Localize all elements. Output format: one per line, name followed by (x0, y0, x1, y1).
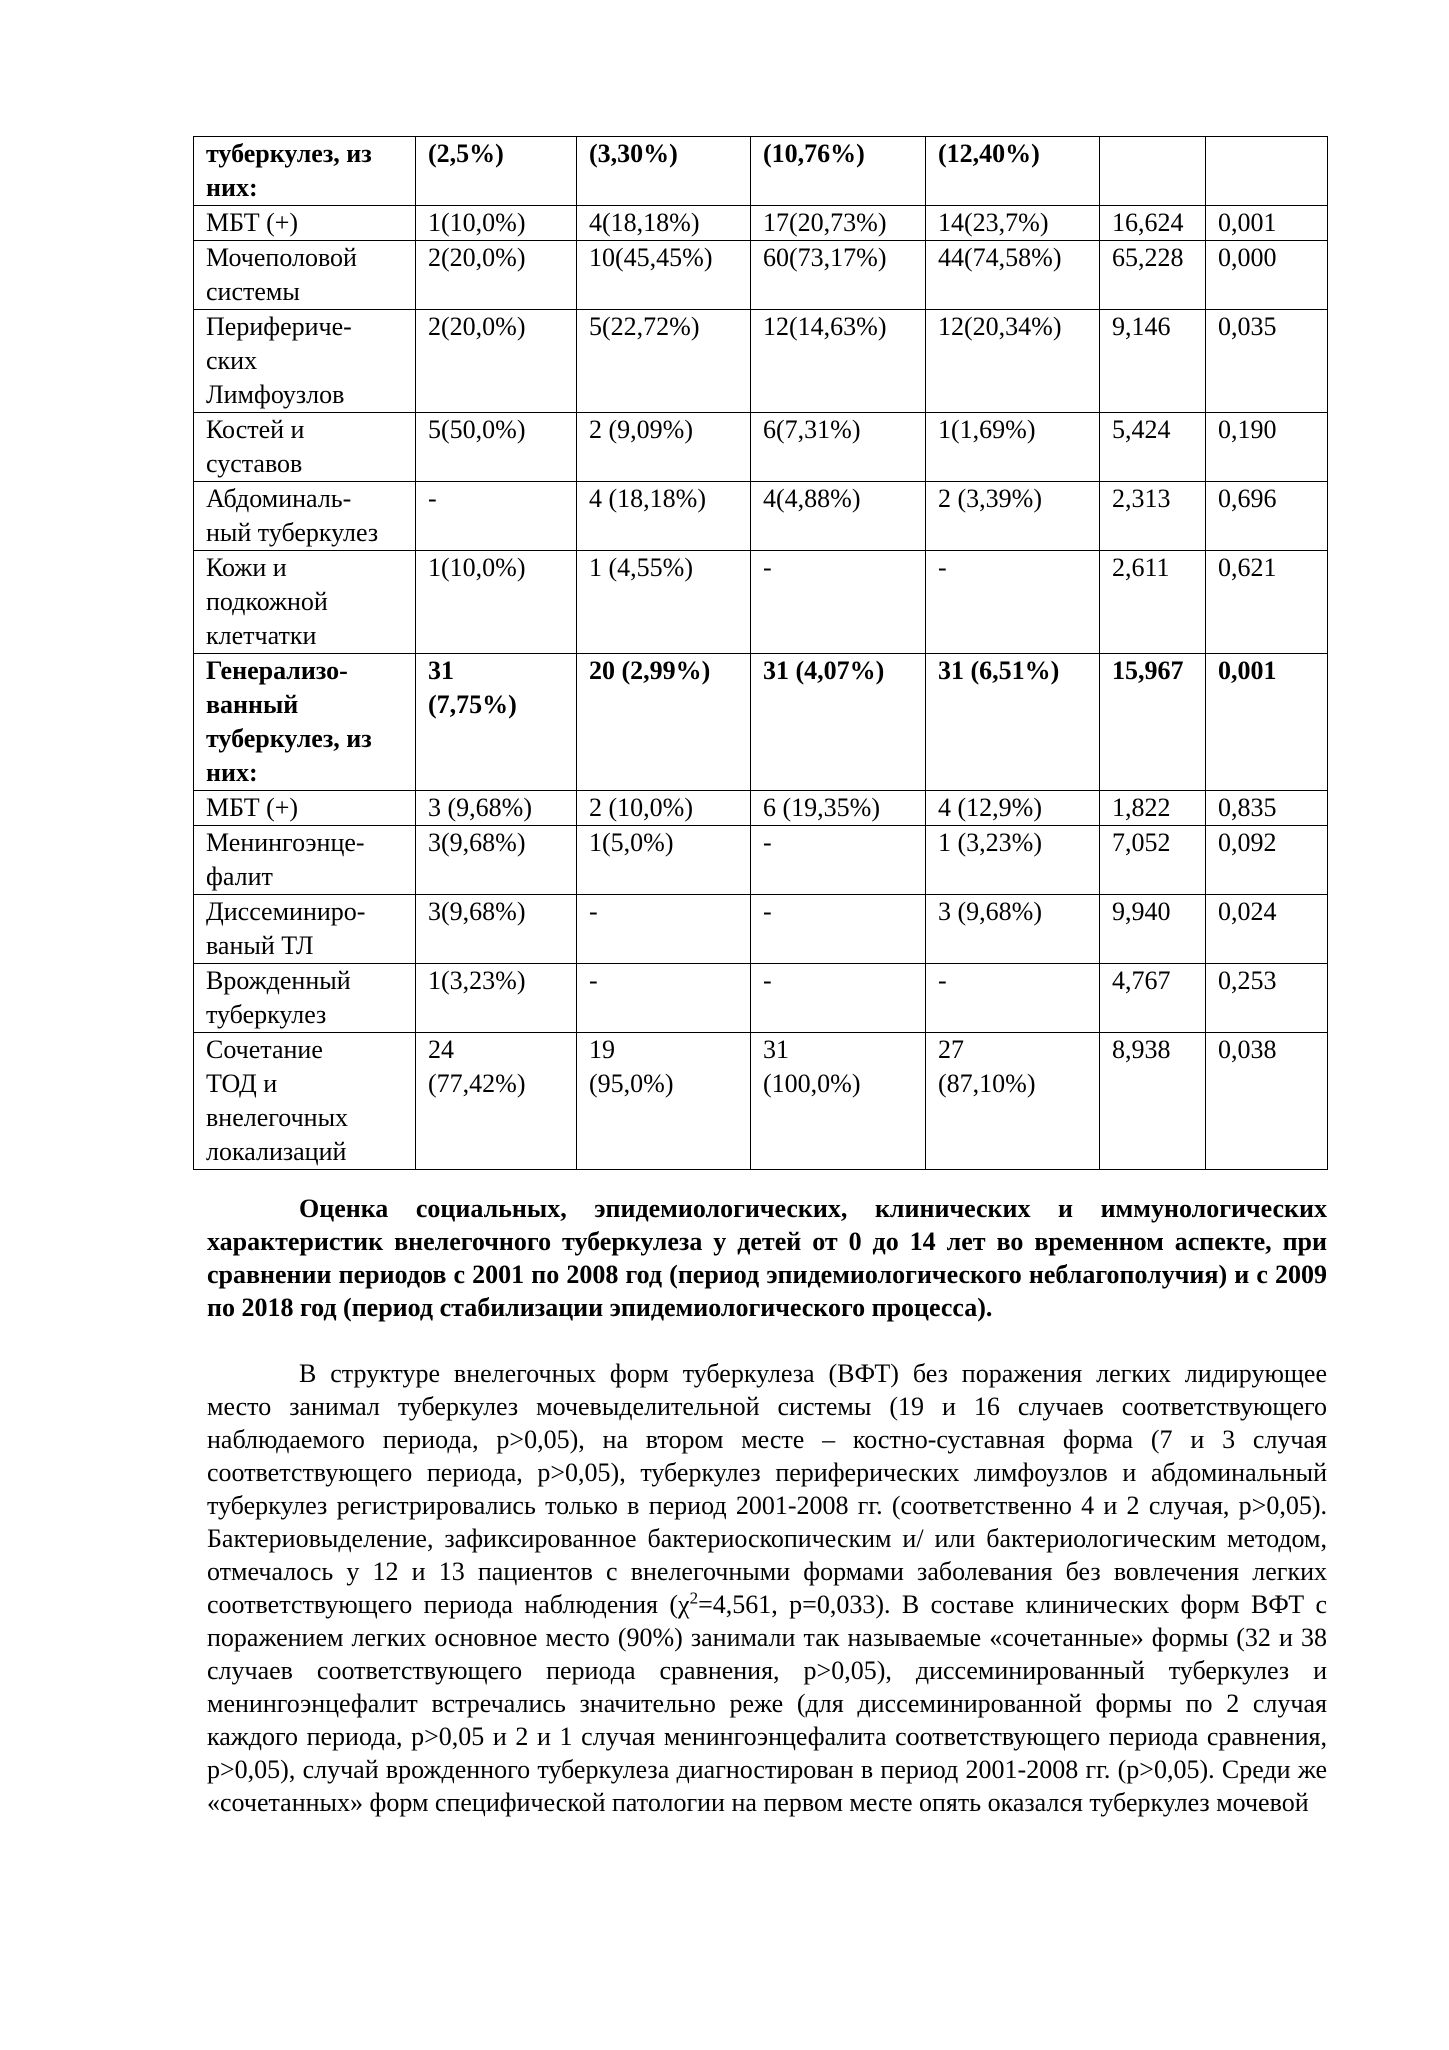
cell-value: 65,228 (1112, 243, 1184, 272)
body-paragraph (207, 1357, 1327, 1819)
cell-value: - (763, 897, 772, 926)
value-cell (926, 1033, 1100, 1170)
value-cell (577, 895, 751, 964)
cell-value: 1(3,23%) (428, 966, 526, 995)
value-cell (1100, 826, 1206, 895)
value-cell (1206, 137, 1328, 206)
cell-value: 2 (9,09%) (589, 415, 693, 444)
cell-value: - (428, 484, 437, 513)
value-cell (926, 310, 1100, 413)
value-cell (926, 206, 1100, 241)
cell-value: - (938, 553, 947, 582)
cell-value: - (938, 966, 947, 995)
value-cell (926, 482, 1100, 551)
value-cell (751, 654, 926, 791)
value-cell (577, 413, 751, 482)
value-cell (577, 241, 751, 310)
value-cell (926, 826, 1100, 895)
row-label: Кожи и подкожной клетчатки (206, 553, 328, 650)
value-cell (751, 310, 926, 413)
cell-value: 1(5,0%) (589, 828, 674, 857)
cell-value: 15,967 (1112, 656, 1184, 685)
value-cell (577, 551, 751, 654)
value-cell (926, 654, 1100, 791)
table-row (194, 964, 1328, 1033)
value-cell (416, 964, 577, 1033)
table-row (194, 482, 1328, 551)
row-label: Врожденный туберкулез (206, 966, 351, 1029)
value-cell (926, 964, 1100, 1033)
row-label: Генерализо- ванный туберкулез, из них: (206, 656, 372, 787)
row-label-cell (194, 826, 416, 895)
value-cell (926, 241, 1100, 310)
cell-value: 7,052 (1112, 828, 1171, 857)
row-label-cell (194, 241, 416, 310)
value-cell (1206, 413, 1328, 482)
table-row (194, 413, 1328, 482)
value-cell (751, 791, 926, 826)
cell-value: 10(45,45%) (589, 243, 713, 272)
value-cell (577, 482, 751, 551)
cell-value: 3(9,68%) (428, 828, 526, 857)
value-cell (751, 241, 926, 310)
cell-value: 3(9,68%) (428, 897, 526, 926)
cell-value: 12(20,34%) (938, 312, 1062, 341)
cell-value: 8,938 (1112, 1035, 1171, 1064)
table-row (194, 206, 1328, 241)
value-cell (577, 206, 751, 241)
cell-value: (2,5%) (428, 139, 504, 168)
value-cell (1100, 310, 1206, 413)
value-cell (751, 1033, 926, 1170)
row-label-cell (194, 206, 416, 241)
value-cell (1100, 551, 1206, 654)
cell-value: 4 (12,9%) (938, 793, 1042, 822)
table-row (194, 654, 1328, 791)
cell-value: 60(73,17%) (763, 243, 887, 272)
section-heading (207, 1192, 1327, 1324)
cell-value: 4(4,88%) (763, 484, 861, 513)
cell-value: 0,038 (1218, 1035, 1277, 1064)
cell-value: 0,190 (1218, 415, 1277, 444)
cell-value: 3 (9,68%) (938, 897, 1042, 926)
cell-value: - (763, 828, 772, 857)
cell-value: 0,696 (1218, 484, 1277, 513)
cell-value: (3,30%) (589, 139, 678, 168)
value-cell (1206, 791, 1328, 826)
row-label: МБТ (+) (206, 208, 299, 237)
cell-value: 27 (87,10%) (938, 1035, 1036, 1098)
cell-value: 0,035 (1218, 312, 1277, 341)
cell-value: 1 (4,55%) (589, 553, 693, 582)
row-label-cell (194, 310, 416, 413)
row-label: Мочеполовой системы (206, 243, 357, 306)
body-paragraph-part1: В структуре внелегочных форм туберкулеза (ВФТ) без поражения легких лидирующее место занимал туберкулез мочевыделительной системы (19 и 16 случаев соответствующего наблюдаемого периода, р>0,05), на втором месте – костно-суставная форма (7 и 3 случая соответствующего периода, р>0,05), туберкулез периферических лимфоузлов и абдоминальный туберкулез регистрировались только в период 2001-2008 гг. (соответственно 4 и 2 случая, р>0,05). Бактериовыделение, зафиксированное бактериоскопическим и/ или бактериологическим методом, отмечалось у 12 и 13 пациентов с внелегочными формами заболевания без вовлечения легких соответствующего периода наблюдения (χ (207, 1359, 1327, 1619)
cell-value: 0,253 (1218, 966, 1277, 995)
row-label-cell (194, 791, 416, 826)
cell-value: 0,024 (1218, 897, 1277, 926)
cell-value: 6 (19,35%) (763, 793, 880, 822)
cell-value: - (763, 966, 772, 995)
value-cell (751, 964, 926, 1033)
value-cell (416, 1033, 577, 1170)
body-paragraph-part2: =4,561, р=0,033). В составе клинических форм ВФТ с поражением легких основное место (90%) занимали так называемые «сочетанные» формы (32 и 38 случаев соответствующего периода сравнения, р>0,05), диссеминированный туберкулез и менингоэнцефалит встречались значительно реже (для диссеминированной формы по 2 случая каждого периода, р>0,05 и 2 и 1 случая менингоэнцефалита соответствующего периода сравнения, р>0,05), случай врожденного туберкулеза диагностирован в период 2001-2008 гг. (р>0,05). Среди же «сочетанных» форм специфической патологии на первом месте опять оказался туберкулез мочевой (207, 1590, 1327, 1817)
cell-value: (10,76%) (763, 139, 865, 168)
value-cell (416, 482, 577, 551)
row-label: Костей и суставов (206, 415, 305, 478)
cell-value: 6(7,31%) (763, 415, 861, 444)
cell-value: 4 (18,18%) (589, 484, 706, 513)
row-label-cell (194, 1033, 416, 1170)
cell-value: 1(1,69%) (938, 415, 1036, 444)
results-table (193, 136, 1328, 1170)
value-cell (926, 137, 1100, 206)
row-label-cell (194, 413, 416, 482)
value-cell (751, 551, 926, 654)
table-row (194, 791, 1328, 826)
value-cell (1206, 551, 1328, 654)
row-label: Диссеминиро- ваный ТЛ (206, 897, 366, 960)
value-cell (1206, 826, 1328, 895)
cell-value: 16,624 (1112, 208, 1184, 237)
cell-value: 5,424 (1112, 415, 1171, 444)
cell-value: 1 (3,23%) (938, 828, 1042, 857)
value-cell (1100, 895, 1206, 964)
value-cell (1206, 654, 1328, 791)
table-row (194, 1033, 1328, 1170)
cell-value: 31 (100,0%) (763, 1035, 861, 1098)
cell-value: 2(20,0%) (428, 243, 526, 272)
cell-value: 5(50,0%) (428, 415, 526, 444)
cell-value: 0,621 (1218, 553, 1277, 582)
cell-value: 1,822 (1112, 793, 1171, 822)
cell-value: 0,000 (1218, 243, 1277, 272)
table-row (194, 137, 1328, 206)
value-cell (416, 654, 577, 791)
cell-value: 3 (9,68%) (428, 793, 532, 822)
cell-value: 9,146 (1112, 312, 1171, 341)
value-cell (751, 826, 926, 895)
value-cell (1100, 654, 1206, 791)
value-cell (1100, 482, 1206, 551)
value-cell (416, 310, 577, 413)
cell-value: 14(23,7%) (938, 208, 1049, 237)
value-cell (1206, 964, 1328, 1033)
cell-value: 31 (6,51%) (938, 656, 1060, 685)
value-cell (1206, 482, 1328, 551)
value-cell (1100, 964, 1206, 1033)
cell-value: 1(10,0%) (428, 208, 526, 237)
row-label: Абдоминаль- ный туберкулез (206, 484, 379, 547)
value-cell (416, 413, 577, 482)
value-cell (1100, 206, 1206, 241)
cell-value: 31 (7,75%) (428, 656, 517, 719)
cell-value: 2 (10,0%) (589, 793, 693, 822)
value-cell (751, 895, 926, 964)
row-label-cell (194, 654, 416, 791)
value-cell (416, 895, 577, 964)
cell-value: 44(74,58%) (938, 243, 1062, 272)
cell-value: - (589, 966, 598, 995)
cell-value: 12(14,63%) (763, 312, 887, 341)
value-cell (416, 826, 577, 895)
value-cell (577, 310, 751, 413)
row-label: Перифериче- ских Лимфоузлов (206, 312, 352, 409)
value-cell (926, 413, 1100, 482)
chi-square-superscript: 2 (689, 1588, 699, 1608)
row-label-cell (194, 551, 416, 654)
value-cell (1206, 241, 1328, 310)
cell-value: 0,092 (1218, 828, 1277, 857)
value-cell (926, 791, 1100, 826)
cell-value: 5(22,72%) (589, 312, 700, 341)
value-cell (1100, 137, 1206, 206)
cell-value: 1(10,0%) (428, 553, 526, 582)
cell-value: 19 (95,0%) (589, 1035, 674, 1098)
value-cell (416, 241, 577, 310)
value-cell (577, 137, 751, 206)
cell-value: 2,313 (1112, 484, 1171, 513)
row-label-cell (194, 895, 416, 964)
cell-value: 31 (4,07%) (763, 656, 885, 685)
cell-value: - (589, 897, 598, 926)
table-row (194, 310, 1328, 413)
cell-value: 4,767 (1112, 966, 1171, 995)
table-body (194, 137, 1328, 1170)
cell-value: - (763, 553, 772, 582)
value-cell (577, 1033, 751, 1170)
value-cell (416, 551, 577, 654)
cell-value: 2(20,0%) (428, 312, 526, 341)
row-label: Сочетание ТОД и внелегочных локализаций (206, 1035, 349, 1166)
row-label: МБТ (+) (206, 793, 299, 822)
value-cell (416, 137, 577, 206)
cell-value: 2,611 (1112, 553, 1170, 582)
cell-value: 0,001 (1218, 208, 1277, 237)
value-cell (416, 206, 577, 241)
cell-value: 20 (2,99%) (589, 656, 711, 685)
cell-value: 2 (3,39%) (938, 484, 1042, 513)
cell-value: 9,940 (1112, 897, 1171, 926)
value-cell (577, 826, 751, 895)
row-label-cell (194, 964, 416, 1033)
value-cell (926, 551, 1100, 654)
value-cell (751, 482, 926, 551)
value-cell (751, 137, 926, 206)
value-cell (416, 791, 577, 826)
table-row (194, 551, 1328, 654)
value-cell (1100, 1033, 1206, 1170)
row-label-cell (194, 482, 416, 551)
value-cell (751, 413, 926, 482)
value-cell (1206, 895, 1328, 964)
value-cell (926, 895, 1100, 964)
value-cell (577, 791, 751, 826)
cell-value: (12,40%) (938, 139, 1040, 168)
cell-value: 24 (77,42%) (428, 1035, 526, 1098)
table-row (194, 895, 1328, 964)
cell-value: 0,835 (1218, 793, 1277, 822)
table-row (194, 826, 1328, 895)
row-label-cell (194, 137, 416, 206)
value-cell (1206, 310, 1328, 413)
row-label: Менингоэнце- фалит (206, 828, 365, 891)
cell-value: 0,001 (1218, 656, 1277, 685)
row-label: туберкулез, из них: (206, 139, 372, 202)
value-cell (577, 964, 751, 1033)
section-heading-text: Оценка социальных, эпидемиологических, клинических и иммунологических характеристик внелегочного туберкулеза у детей от 0 до 14 лет во временном аспекте, при сравнении периодов с 2001 по 2008 год (период эпидемиологического неблагополучия) и с 2009 по 2018 год (период стабилизации эпидемиологического процесса). (207, 1194, 1327, 1322)
cell-value: 17(20,73%) (763, 208, 887, 237)
value-cell (751, 206, 926, 241)
value-cell (1100, 413, 1206, 482)
value-cell (1206, 1033, 1328, 1170)
cell-value: 4(18,18%) (589, 208, 700, 237)
value-cell (577, 654, 751, 791)
value-cell (1100, 241, 1206, 310)
value-cell (1206, 206, 1328, 241)
value-cell (1100, 791, 1206, 826)
table-row (194, 241, 1328, 310)
